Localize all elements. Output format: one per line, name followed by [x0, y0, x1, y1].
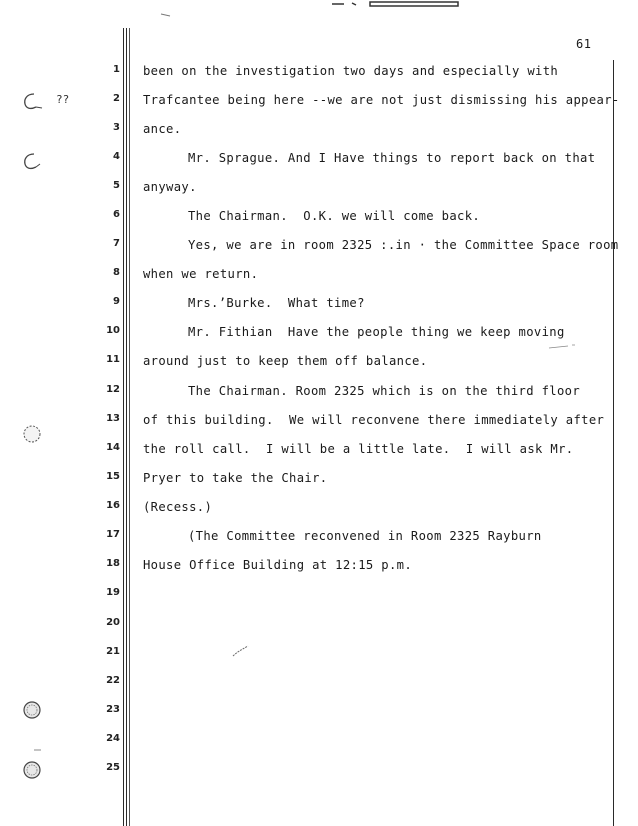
- transcript-line: Yes, we are in room 2325 :.in · the Committee Space room: [188, 238, 619, 252]
- line-number: 15: [106, 471, 120, 482]
- stray-mark: [34, 748, 42, 752]
- transcript-line: Pryer to take the Chair.: [143, 471, 328, 485]
- line-number: 20: [106, 617, 120, 628]
- binder-ring-mark: [20, 90, 44, 114]
- transcript-line: been on the investigation two days and especially with: [143, 64, 559, 78]
- line-number: 10: [106, 325, 120, 336]
- page-number: 61: [576, 37, 592, 51]
- transcript-line: the roll call. I will be a little late. I will ask Mr.: [143, 442, 574, 456]
- line-number: 18: [106, 558, 120, 569]
- line-number: 25: [106, 762, 120, 773]
- margin-note: ??: [56, 93, 70, 106]
- line-number: 19: [106, 587, 120, 598]
- line-number: 22: [106, 675, 120, 686]
- right-margin-rule: [613, 60, 614, 826]
- line-number: 1: [113, 64, 120, 75]
- transcript-line: Mrs.’Burke. What time?: [188, 296, 365, 310]
- left-margin-rule: [129, 28, 130, 826]
- line-number: 11: [106, 354, 120, 365]
- line-number: 23: [106, 704, 120, 715]
- transcript-line: of this building. We will reconvene there immediately after: [143, 413, 605, 427]
- transcript-line: (Recess.): [143, 500, 213, 514]
- transcript-line: ance.: [143, 122, 182, 136]
- punch-hole-mark: [20, 758, 44, 782]
- line-number: 3: [113, 122, 120, 133]
- line-number: 21: [106, 646, 120, 657]
- transcript-line: House Office Building at 12:15 p.m.: [143, 558, 413, 572]
- top-scrawl-mark: [330, 0, 460, 8]
- line-number: 5: [113, 180, 120, 191]
- line-number: 17: [106, 529, 120, 540]
- line-number: 2: [113, 93, 120, 104]
- transcript-line: when we return.: [143, 267, 259, 281]
- transcript-line: (The Committee reconvened in Room 2325 Rayburn: [188, 529, 542, 543]
- transcript-line: Trafcantee being here --we are not just dismissing his appear-: [143, 93, 620, 107]
- transcript-line: Mr. Fithian Have the people thing we keep moving: [188, 325, 565, 339]
- transcript-line: Mr. Sprague. And I Have things to report back on that: [188, 151, 596, 165]
- transcript-line: anyway.: [143, 180, 197, 194]
- stray-mark: [232, 644, 250, 658]
- transcript-line: The Chairman. O.K. we will come back.: [188, 209, 481, 223]
- line-number: 16: [106, 500, 120, 511]
- stray-mark: [160, 12, 172, 18]
- line-number: 4: [113, 151, 120, 162]
- left-margin-rule: [123, 28, 124, 826]
- left-margin-rule: [126, 28, 127, 826]
- line-number: 24: [106, 733, 120, 744]
- binder-ring-mark: [20, 150, 44, 174]
- line-number: 14: [106, 442, 120, 453]
- transcript-line: around just to keep them off balance.: [143, 354, 428, 368]
- line-number: 6: [113, 209, 120, 220]
- punch-hole-mark: [20, 422, 44, 446]
- stray-mark: [548, 344, 576, 350]
- line-number: 13: [106, 413, 120, 424]
- transcript-line: The Chairman. Room 2325 which is on the third floor: [188, 384, 581, 398]
- line-number: 9: [113, 296, 120, 307]
- line-number: 8: [113, 267, 120, 278]
- punch-hole-mark: [20, 698, 44, 722]
- line-number: 7: [113, 238, 120, 249]
- line-number: 12: [106, 384, 120, 395]
